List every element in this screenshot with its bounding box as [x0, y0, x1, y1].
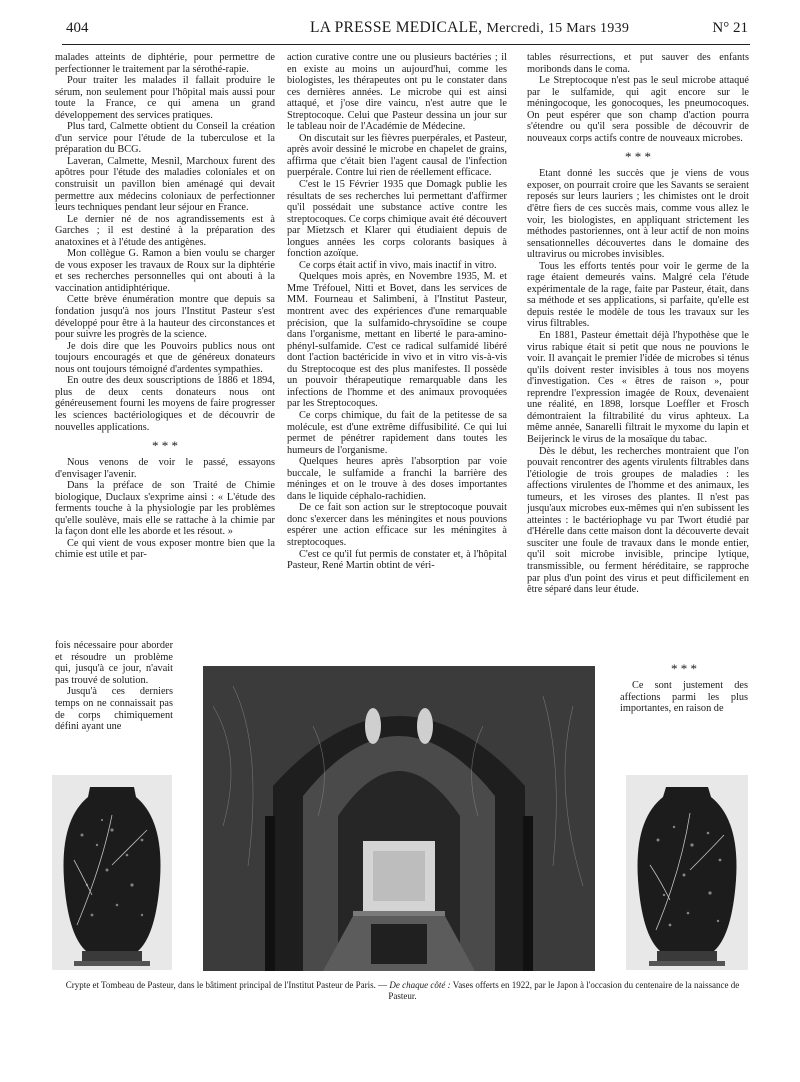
- paragraph: On discutait sur les fièvres puerpérales, et Pasteur, après avoir dessiné le microbe en chapelet de grains, affirma que c'était bien l'agent causal de l'infection puerpérale. Contre lui rien de réellement efficace.: [287, 132, 507, 179]
- paragraph: Ce corps était actif in vivo, mais inactif in vitro.: [299, 259, 497, 271]
- issue-number: N° 21: [712, 20, 748, 36]
- crypt-illustration: [203, 666, 595, 971]
- paragraph: Le Streptocoque n'est pas le seul microbe attaqué par le sulfamide, qui agit encore sur le méningocoque, les gonocoques, les pneumocoques. On peut espérer que son champ d'action pourra s'étendre ou qu'il sera possible de découvrir de nouveaux corps actifs contre de nouveaux microbes.: [527, 75, 749, 144]
- paragraph: Dès le début, les recherches montraient que l'on pouvait rencontrer des agents virulents filtrables dans l'étiologie de trois groupes de maladies : les affections virulentes de l'homme et des animaux, les tumeurs, et les viroses des plantes. Il n'est pas jusqu'aux microbes eux-mêmes qui n'en subissent les atteintes : le bactériophage vu par Twort étudié par d'Hérelle dans cette maison dont la découverte devait susciter une foule de travaux dans le monde entier, qu'il soit microbe invisible, principe lytique, transmissible, ou ferment héréditaire, se rapproche par plus d'un point des virus et peut difficilement en être séparé dans leur étude.: [527, 445, 749, 596]
- paragraph: Tous les efforts tentés pour voir le germe de la rage étaient demeurés vains. Malgré cela l'étude expérimentale de la rage, faite par Pasteur, était, dans sa méthode et ses applications, si parfaite, qu'elle est depuis restée le modèle de tous les travaux sur les virus filtrables.: [527, 260, 749, 330]
- paragraph: Ce sont justement des affections parmi les plus importantes, en raison de: [620, 680, 748, 715]
- paragraph: Jusqu'à ces derniers temps on ne connaissait pas de corps chimiquement défini ayant une: [55, 686, 173, 733]
- paragraph: Pour traiter les malades il fallait produire le sérum, non seulement pour l'hôpital mais aussi pour toute la France, ce qui amena un grand développement des services pratiques.: [55, 75, 275, 121]
- column-2: [287, 52, 507, 644]
- page-number: 404: [66, 20, 89, 36]
- section-separator: * * *: [671, 661, 697, 676]
- right-vase-photo: [626, 775, 748, 970]
- page-header: [62, 16, 750, 45]
- column-3-wrap: [620, 630, 748, 750]
- paragraph: Plus tard, Calmette obtient du Conseil la création d'un service pour l'étude de la tuberculose et la préparation du BCG.: [55, 121, 275, 156]
- paragraph: tables résurrections, et put sauver des enfants moribonds dans le coma.: [527, 52, 749, 75]
- column-1-wrap: [55, 640, 173, 755]
- vase-illustration: [626, 775, 748, 970]
- column-1: [55, 52, 275, 642]
- paragraph: Laveran, Calmette, Mesnil, Marchoux furent des apôtres pour l'étude des maladies coloniales et on construisit un pavillon bien aménagé qui devait permettre aux médecins coloniaux de perfectionner leurs techniques pendant leur séjour en France.: [55, 155, 275, 214]
- section-separator: * * *: [152, 438, 178, 454]
- paragraph: En 1881, Pasteur émettait déjà l'hypothèse que le virus rabique était si petit que nous ne pouvions le voir. Il avançait le premier l'idée de microbes si ténus qu'ils doivent rester invisibles à tous nos moyens d'investigation. Ces « êtres de raison », pour reprendre l'expression imagée de Roux, devenaient une réalité, en 1898, lorsque Loeffler et Frosch démontraient la filtrabilité du virus aphteux. La même année, Sanarelli filtrait le myxome du lapin et Beijerinck le virus de la mosaïque du tabac.: [527, 330, 749, 445]
- paragraph: Etant donné les succès que je viens de vous exposer, on pourrait croire que les Savants se seraient reposés sur leurs lauriers ; les chimistes ont le droit d'être fiers de ces succès mais, comme vous allez le voir, les biologistes, en appliquant strictement les méthodes pastoriennes, ont à leur actif de non moins sensationnelles découvertes dans le domaine des ultravirus ou microbes invisibles.: [527, 168, 749, 261]
- paragraph: Le dernier né de nos agrandissements est à Garches ; il est destiné à la préparation des anatoxines et à l'étude des antigènes.: [55, 213, 275, 248]
- caption-italic: De chaque côté :: [389, 980, 451, 990]
- journal-name: LA PRESSE MEDICALE,: [310, 19, 483, 36]
- vase-illustration: [52, 775, 172, 970]
- section-separator: * * *: [625, 149, 651, 165]
- paragraph: Quelques mois après, en Novembre 1935, M. et Mme Tréfouel, Nitti et Bovet, dans les services de MM. Fourneau et Salimbeni, à l'Institut Pasteur, montrent avec des expériences d'une remarquable précision, que la sulfamido-chrysoïdine se coupe dans l'organisme, mettant en liberté le para-amino-phényl-sulfamide. C'est ce radical sulfamidé libéré dont l'action bactéricide in vivo et in vitro vis-à-vis du Streptocoque est des plus manifestes. Il possède un pouvoir thérapeutique remarquable dans les infections de l'homme et des animaux provoquées par les Streptocoques.: [287, 271, 507, 410]
- paragraph: En outre des deux souscriptions de 1886 et 1894, plus de deux cents donateurs nous ont généreusement fourni les moyens de faire progresser les sciences bactériologiques et de découvrir de nouvelles applications.: [55, 375, 275, 433]
- caption-rest: Vases offerts en 1922, par le Japon à l'occasion du centenaire de la naissance de Pasteur.: [388, 980, 740, 1001]
- paragraph: Ce qui vient de vous exposer montre bien que la chimie est utile et par-: [55, 537, 275, 561]
- paragraph: Mon collègue G. Ramon a bien voulu se charger de vous exposer les travaux de Roux sur la diphtérie et ses recherches personnelles qui ont abouti à la vaccination antidiphtérique.: [55, 248, 275, 294]
- paragraph: Je dois dire que les Pouvoirs publics nous ont toujours encouragés et que de généreux donateurs nous ont toujours témoigné d'ardentes sympathies.: [55, 340, 275, 375]
- paragraph: Dans la préface de son Traité de Chimie biologique, Duclaux s'exprime ainsi : « L'étude des ferments touche à la physiologie par les problèmes qu'elle soulève, mais elle se rattache à la chimie par la façon dont elle les aborde et les résout. »: [55, 480, 275, 538]
- paragraph: Cette brève énumération montre que depuis sa fondation jusqu'à nos jours l'Institut Pasteur s'est développé pour être à la hauteur des circonstances et pour suivre les progrès de la science.: [55, 294, 275, 341]
- paragraph: malades atteints de diphtérie, pour permettre de perfectionner le traitement par la sérothé-rapie.: [55, 52, 275, 75]
- paragraph: action curative contre une ou plusieurs bactéries ; il en existe au moins un aujourd'hui, comme les biologistes, les thérapeutes ont pu le constater dans ces dernières années. Le microbe qui est ainsi attaqué, et j'ose dire vaincu, n'est autre que le Streptocoque. Celui que Pasteur dessina un jour sur le tableau noir de l'Académie de Médecine.: [287, 52, 507, 133]
- paragraph: Ce corps chimique, du fait de la petitesse de sa molécule, est d'une extrême diffusibilité. Ce qui lui permet de pénétrer rapidement dans toutes les humeurs de l'organisme.: [287, 409, 507, 456]
- journal-title: [310, 19, 629, 37]
- left-vase-photo: [52, 775, 172, 970]
- crypt-photo: [203, 666, 595, 971]
- paragraph: C'est le 15 Février 1935 que Domagk publie les résultats de ses recherches lui permettant d'affirmer qu'il possédait une substance active contre les streptocoques. Ce corps chimique avait été découvert par Mietzsch et Klarer qui étudiaient depuis de longues années les corps colorants basiques à fonction azoïque.: [287, 179, 507, 260]
- paragraph: Quelques heures après l'absorption par voie buccale, le sulfamide a franchi la barrière des méninges et on le trouve à des doses importantes dans le liquide céphalo-rachidien.: [287, 456, 507, 502]
- column-3: [527, 52, 749, 662]
- caption-main: Crypte et Tombeau de Pasteur, dans le bâtiment principal de l'Institut Pasteur de Paris. —: [65, 980, 388, 990]
- paragraph: Nous venons de voir le passé, essayons d'envisager l'avenir.: [55, 457, 275, 480]
- paragraph: C'est ce qu'il fut permis de constater et, à l'hôpital Pasteur, René Martin obtint de véri-: [287, 548, 507, 572]
- paragraph: fois nécessaire pour aborder et résoudre un problème qui, jusqu'à ce jour, n'avait pas trouvé de solution.: [55, 640, 173, 686]
- paragraph: De ce fait son action sur le streptocoque pouvait donc s'exercer dans les méningites et nous pouvions espérer une action efficace sur les méningites à streptocoques.: [287, 502, 507, 548]
- figure-caption: [55, 980, 750, 1002]
- issue-date: Mercredi, 15 Mars 1939: [486, 21, 630, 36]
